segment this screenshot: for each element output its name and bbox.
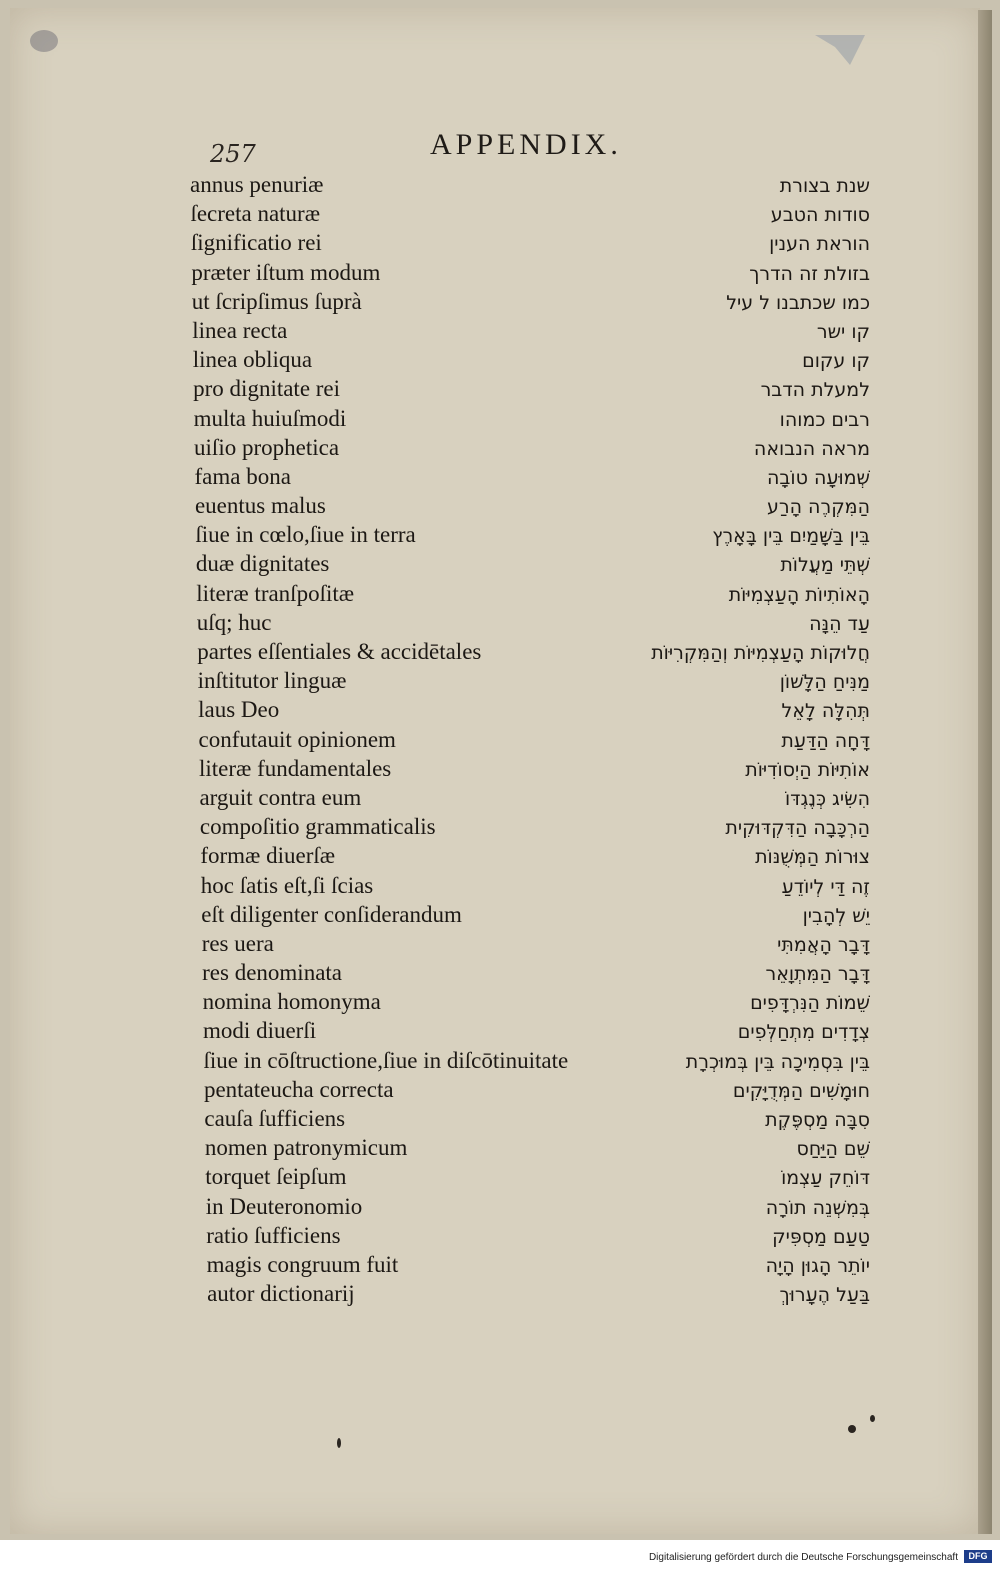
glossary-entry (190, 347, 870, 376)
hebrew-term: הַמִּקְרֶה הָרַע (766, 496, 870, 519)
hebrew-term: צְדָדִים מִתְחַלְּפִים (737, 1021, 870, 1044)
glossary-list (190, 172, 870, 1312)
footer-credit: Digitalisierung gefördert durch die Deutsche Forschungsgemeinschaft (648, 1552, 958, 1563)
latin-term: linea obliqua (192, 347, 313, 373)
latin-term: modi diuerſi (203, 1018, 317, 1044)
glossary-entry (190, 1164, 870, 1193)
glossary-entry (190, 1281, 870, 1310)
glossary-entry (190, 376, 870, 405)
latin-term: ſecreta naturæ (190, 201, 321, 227)
glossary-entry (190, 1048, 870, 1077)
hebrew-term: צוּרוֹת הַמְּשֻׁנּוֹת (755, 846, 870, 869)
glossary-entry (190, 1252, 870, 1281)
glossary-entry (190, 697, 870, 726)
latin-term: confutauit opinionem (198, 726, 396, 752)
latin-term: hoc ſatis eſt,ſi ſcias (200, 872, 374, 898)
glossary-entry (190, 493, 870, 522)
glossary-entry (190, 406, 870, 435)
glossary-entry (190, 201, 870, 230)
latin-term: ſiue in cœlo,ſiue in terra (195, 522, 416, 548)
latin-term: fama bona (194, 463, 291, 489)
ink-mark (337, 1438, 341, 1448)
latin-term: euentus malus (194, 493, 326, 519)
hebrew-term: שְׁמוּעָה טוֹבָה (767, 466, 870, 489)
hebrew-term: למעלת הדבר (760, 379, 870, 402)
running-head: APPENDIX. (430, 128, 622, 161)
hebrew-term: רבים כמוהו (779, 408, 870, 431)
latin-term: ratio ſufficiens (206, 1222, 341, 1248)
latin-term: inſtitutor linguæ (197, 668, 347, 694)
glossary-entry (190, 230, 870, 259)
glossary-entry (190, 464, 870, 493)
hebrew-term: קו עקום (802, 350, 870, 373)
latin-term: multa huiuſmodi (193, 405, 347, 431)
latin-term: uſq; huc (196, 609, 272, 635)
hebrew-term: שְׁתֵּי מַעֲלוֹת (780, 554, 870, 577)
hebrew-term: דּוֹחֵק עַצְמוֹ (781, 1167, 870, 1190)
glossary-entry (190, 260, 870, 289)
latin-term: res denominata (202, 960, 343, 986)
hebrew-term: יֵשׁ לְהָבִין (802, 904, 870, 927)
glossary-entry (190, 172, 870, 201)
hebrew-term: סִבָּה מַסְפֶּקֶת (765, 1109, 870, 1131)
glossary-entry (190, 1135, 870, 1164)
hebrew-term: דָּבָר הָאֲמִתִּי (777, 933, 870, 956)
dfg-logo: DFG (964, 1550, 992, 1563)
latin-term: ſiue in cōſtructione,ſiue in diſcōtinuitate (203, 1047, 569, 1073)
latin-term: autor dictionarij (207, 1281, 355, 1307)
latin-term: cauſa ſufficiens (204, 1106, 346, 1131)
glossary-entry (190, 902, 870, 931)
latin-term: compoſitio grammaticalis (199, 814, 436, 840)
glossary-entry (190, 522, 870, 551)
hebrew-term: בַּעַל הֶעָרוּךְ (779, 1284, 870, 1307)
hebrew-term: בֵּין בַּשָּׁמַיִם בֵּין בָּאָרֶץ (712, 525, 870, 548)
glossary-entry (190, 1194, 870, 1223)
glossary-entry (190, 989, 870, 1018)
latin-term: pentateucha correcta (203, 1076, 394, 1102)
hebrew-term: בזולת זה הדרך (749, 262, 870, 285)
glossary-entry (190, 1077, 870, 1106)
hebrew-term: זֶה דַּי לְיוֹדֵעַ (781, 875, 870, 898)
glossary-entry (190, 814, 870, 843)
latin-term: eſt diligenter conſiderandum (201, 901, 462, 927)
latin-term: arguit contra eum (199, 784, 362, 810)
glossary-entry (190, 435, 870, 464)
hebrew-term: כמו שכתבנו ל עיל (726, 291, 870, 314)
hebrew-term: בְּמִשְׁנֵה תוֹרָה (765, 1196, 870, 1219)
glossary-entry (190, 289, 870, 318)
glossary-entry (190, 960, 870, 989)
hebrew-term: דָּבָר הַמִּתְוָאֵר (765, 963, 870, 986)
hebrew-term: יוֹתֵר הָגוּן הָיָה (765, 1254, 870, 1277)
page-number: 257 (210, 140, 256, 168)
glossary-entry (190, 1223, 870, 1252)
hebrew-term: סודות הטבע (770, 204, 870, 227)
latin-term: magis congruum fuit (206, 1251, 399, 1277)
hebrew-term: שנת בצורת (779, 175, 870, 197)
hebrew-term: הַרְכָּבָה הַדִּקְדּוּקִית (725, 817, 870, 840)
latin-term: duæ dignitates (195, 551, 330, 577)
hebrew-term: שֵׁמוֹת הַנִּרְדָּפִים (750, 992, 870, 1015)
latin-term: res uera (201, 930, 274, 956)
hebrew-term: חֲלוּקוֹת הָעַצְמִיּוֹת וְהַמִּקְרִיּוֹת (651, 642, 870, 664)
hebrew-term: עַד הֵנָּה (809, 612, 870, 635)
glossary-entry (190, 785, 870, 814)
latin-term: nomen patronymicum (204, 1135, 408, 1161)
glossary-entry (190, 1106, 870, 1135)
glossary-entry (190, 756, 870, 785)
latin-term: literæ fundamentales (199, 755, 392, 781)
latin-term: nomina homonyma (202, 989, 381, 1015)
latin-term: ut ſcripſimus ſuprà (191, 288, 362, 314)
glossary-entry (190, 727, 870, 756)
glossary-entry (190, 318, 870, 347)
glossary-entry (190, 639, 870, 668)
latin-term: in Deuteronomio (205, 1193, 363, 1219)
hebrew-term: בֵּין בִּסְמִיכָה בֵּין בְּמוּכְרָת (685, 1050, 870, 1073)
latin-term: uiſio prophetica (194, 434, 340, 460)
ink-dot (870, 1415, 875, 1422)
latin-term: linea recta (192, 317, 288, 343)
hebrew-term: מַנִּיחַ הַלָּשׁוֹן (779, 671, 870, 694)
ink-dot (848, 1425, 856, 1433)
page-edge (978, 10, 992, 1534)
latin-term: pro dignitate rei (193, 376, 341, 402)
hebrew-term: הָאוֹתִיוֹת הָעַצְמִיּוֹת (728, 583, 870, 606)
hebrew-term: תְּהִלָּה לָאֵל (781, 700, 870, 723)
latin-term: annus penuriæ (190, 172, 324, 197)
hebrew-term: טַעַם מַסְפִּיק (772, 1225, 870, 1248)
hebrew-term: דָּחָה הַדַּעַת (781, 729, 870, 752)
latin-term: ſignificatio rei (190, 230, 322, 256)
glossary-entry (190, 668, 870, 697)
glossary-entry (190, 931, 870, 960)
latin-term: laus Deo (198, 697, 280, 723)
glossary-entry (190, 1018, 870, 1047)
glossary-entry (190, 551, 870, 580)
hebrew-term: אוֹתִיּוֹת הַיְסוֹדִיּוֹת (745, 758, 870, 781)
latin-term: præter iſtum modum (191, 259, 381, 285)
latin-term: literæ tranſpoſitæ (196, 580, 355, 606)
hebrew-term: קו ישר (816, 320, 870, 343)
hebrew-term: הִשִּׂיג כְּנֶגְדּוֹ (784, 787, 870, 810)
glossary-entry (190, 873, 870, 902)
latin-term: partes eſſentiales & accidētales (197, 639, 482, 664)
glossary-entry (190, 610, 870, 639)
hebrew-term: מראה הנבואה (753, 437, 870, 460)
latin-term: formæ diuerſæ (200, 843, 336, 869)
latin-term: torquet ſeipſum (205, 1164, 347, 1190)
glossary-entry (190, 843, 870, 872)
hebrew-term: הוראת הענין (769, 233, 870, 256)
ink-stain (30, 30, 58, 52)
glossary-entry (190, 581, 870, 610)
hebrew-term: חוּמָשִׁים הַמְּדֻיָּקִים (732, 1079, 870, 1102)
hebrew-term: שֵׁם הַיַּחַס (796, 1138, 870, 1161)
